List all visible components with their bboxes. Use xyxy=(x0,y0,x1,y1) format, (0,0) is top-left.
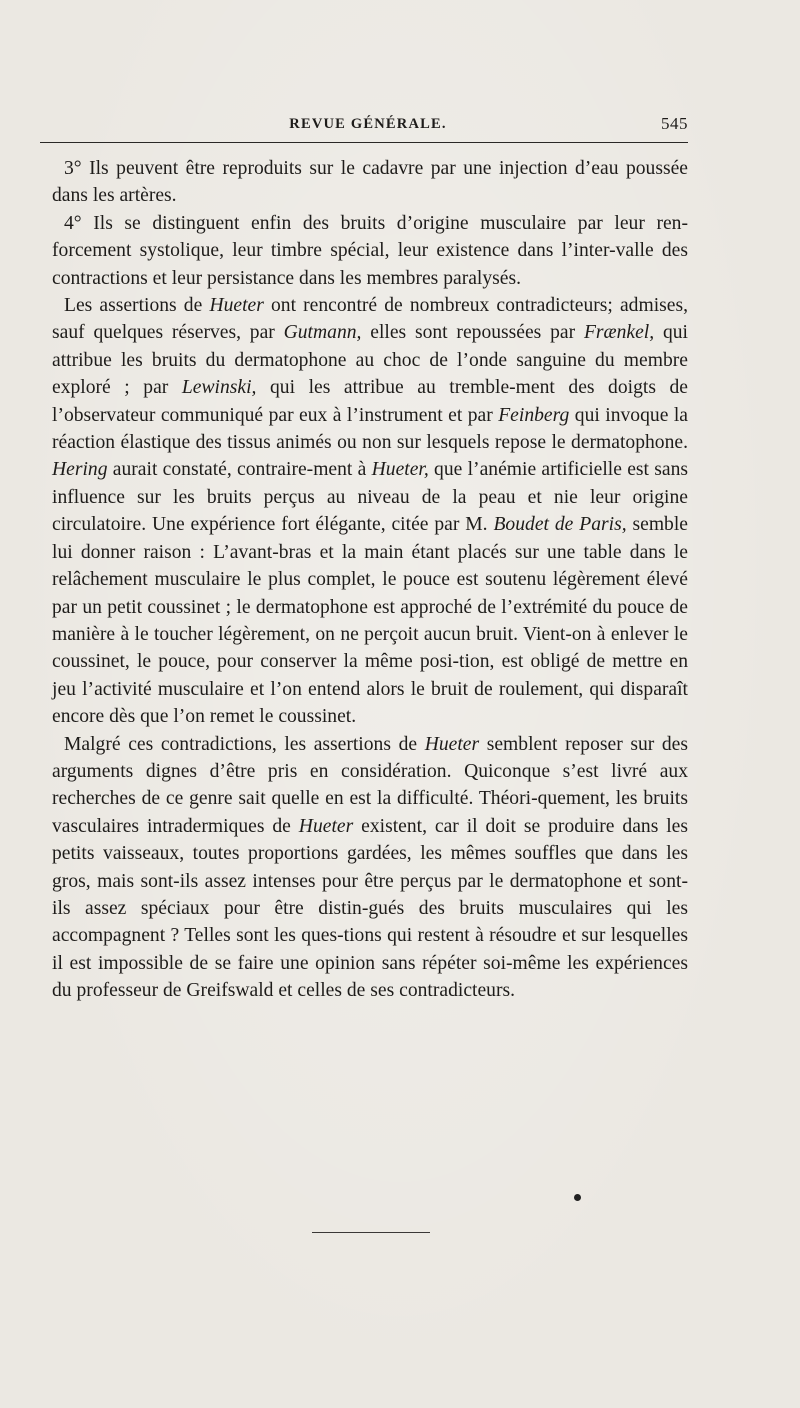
body-text xyxy=(52,155,688,1005)
paragraph-assertions xyxy=(52,292,688,731)
page-number: 545 xyxy=(661,114,688,133)
author-name: Hueter xyxy=(298,815,354,837)
author-name: Boudet de Paris, xyxy=(493,514,627,536)
text-run: aurait constaté, contraire-ment à xyxy=(107,459,372,481)
author-name: Hueter xyxy=(424,733,480,755)
paragraph-point-3: 3° Ils peuvent être reproduits sur le cadavre par une injection d’eau poussée dans les artères. xyxy=(52,158,688,207)
running-title: REVUE GÉNÉRALE. xyxy=(289,116,447,132)
text-run: Malgré ces contradictions, les assertions de xyxy=(64,733,425,755)
text-run: qui les attribue au tremble-ment des doigts de l’observateur communiqué par eux à l’instrument et par xyxy=(52,377,688,426)
text-run: existent, car il doit se produire dans les petits vaisseaux, toutes proportions gardées, les mêmes souffles que dans les gros, mais sont-ils assez intenses pour être perçus par le dermatophone et sont-ils assez spéciaux pour être distin-gués des bruits musculaires qui les accompagnent ? Telles sont les ques-tions qui restent à résoudre et sur lesquelles il est impossible de se faire une opinion sans répéter soi-même les expériences du professeur de Greifswald et celles de ses contradicteurs. xyxy=(52,815,688,1002)
author-name: Hueter, xyxy=(371,459,429,481)
text-run: ont rencontré de nombreux contradicteurs; admises, sauf quelques réserves, par xyxy=(52,295,688,344)
text-run: semblent reposer sur des arguments dignes d’être pris en considération. Quiconque s’est livré aux recherches de ce genre sait quelle en est la difficulté. Théori-quement, les bruits vasculaires intradermiques de xyxy=(52,733,689,837)
end-rule xyxy=(312,1232,430,1233)
author-name: Hering xyxy=(52,459,108,481)
text-run: semble lui donner raison : L’avant-bras et la main étant placés sur une table dans le relâchement musculaire le plus complet, le pouce est soutenu légèrement élevé par un petit coussinet ; le dermatophone est approché de l’extrémité du pouce de manière à le toucher légèrement, on ne perçoit aucun bruit. Vient-on à enlever le coussinet, le pouce, pour conserver la même posi-tion, est obligé de mettre en jeu l’activité musculaire et l’on entend alors le bruit de roulement, qui disparaît encore dès que l’on remet le coussinet. xyxy=(52,514,688,728)
header-rule xyxy=(40,142,688,143)
running-head xyxy=(48,114,688,138)
text-run: qui invoque la réaction élastique des tissus animés ou non sur lesquels repose le dermatophone. xyxy=(52,404,688,454)
author-name: Feinberg xyxy=(498,404,570,426)
author-name: Frænkel, xyxy=(583,322,655,344)
text-run: que l’anémie artificielle est sans influence sur les bruits perçus au niveau de la peau et nie leur origine circulatoire. Une expérience fort élégante, citée par M. xyxy=(52,459,688,536)
text-run: qui attribue les bruits du dermatophone au choc de l’onde sanguine du membre exploré ; par xyxy=(52,322,688,399)
author-name: Hueter xyxy=(209,295,264,317)
author-name: Lewinski, xyxy=(181,377,257,399)
paragraph-point-4: 4° Ils se distinguent enfin des bruits d’origine musculaire par leur ren-forcement systolique, leur timbre spécial, leur existence dans l’inter-valle des contractions et leur persistance dans les membres paralysés. xyxy=(52,212,688,289)
end-bullet xyxy=(574,1194,581,1201)
text-run: elles sont repoussées par xyxy=(361,322,584,344)
text-run: Les assertions de xyxy=(64,295,210,317)
author-name: Gutmann, xyxy=(283,322,362,344)
paragraph-conclusion xyxy=(52,731,688,1005)
